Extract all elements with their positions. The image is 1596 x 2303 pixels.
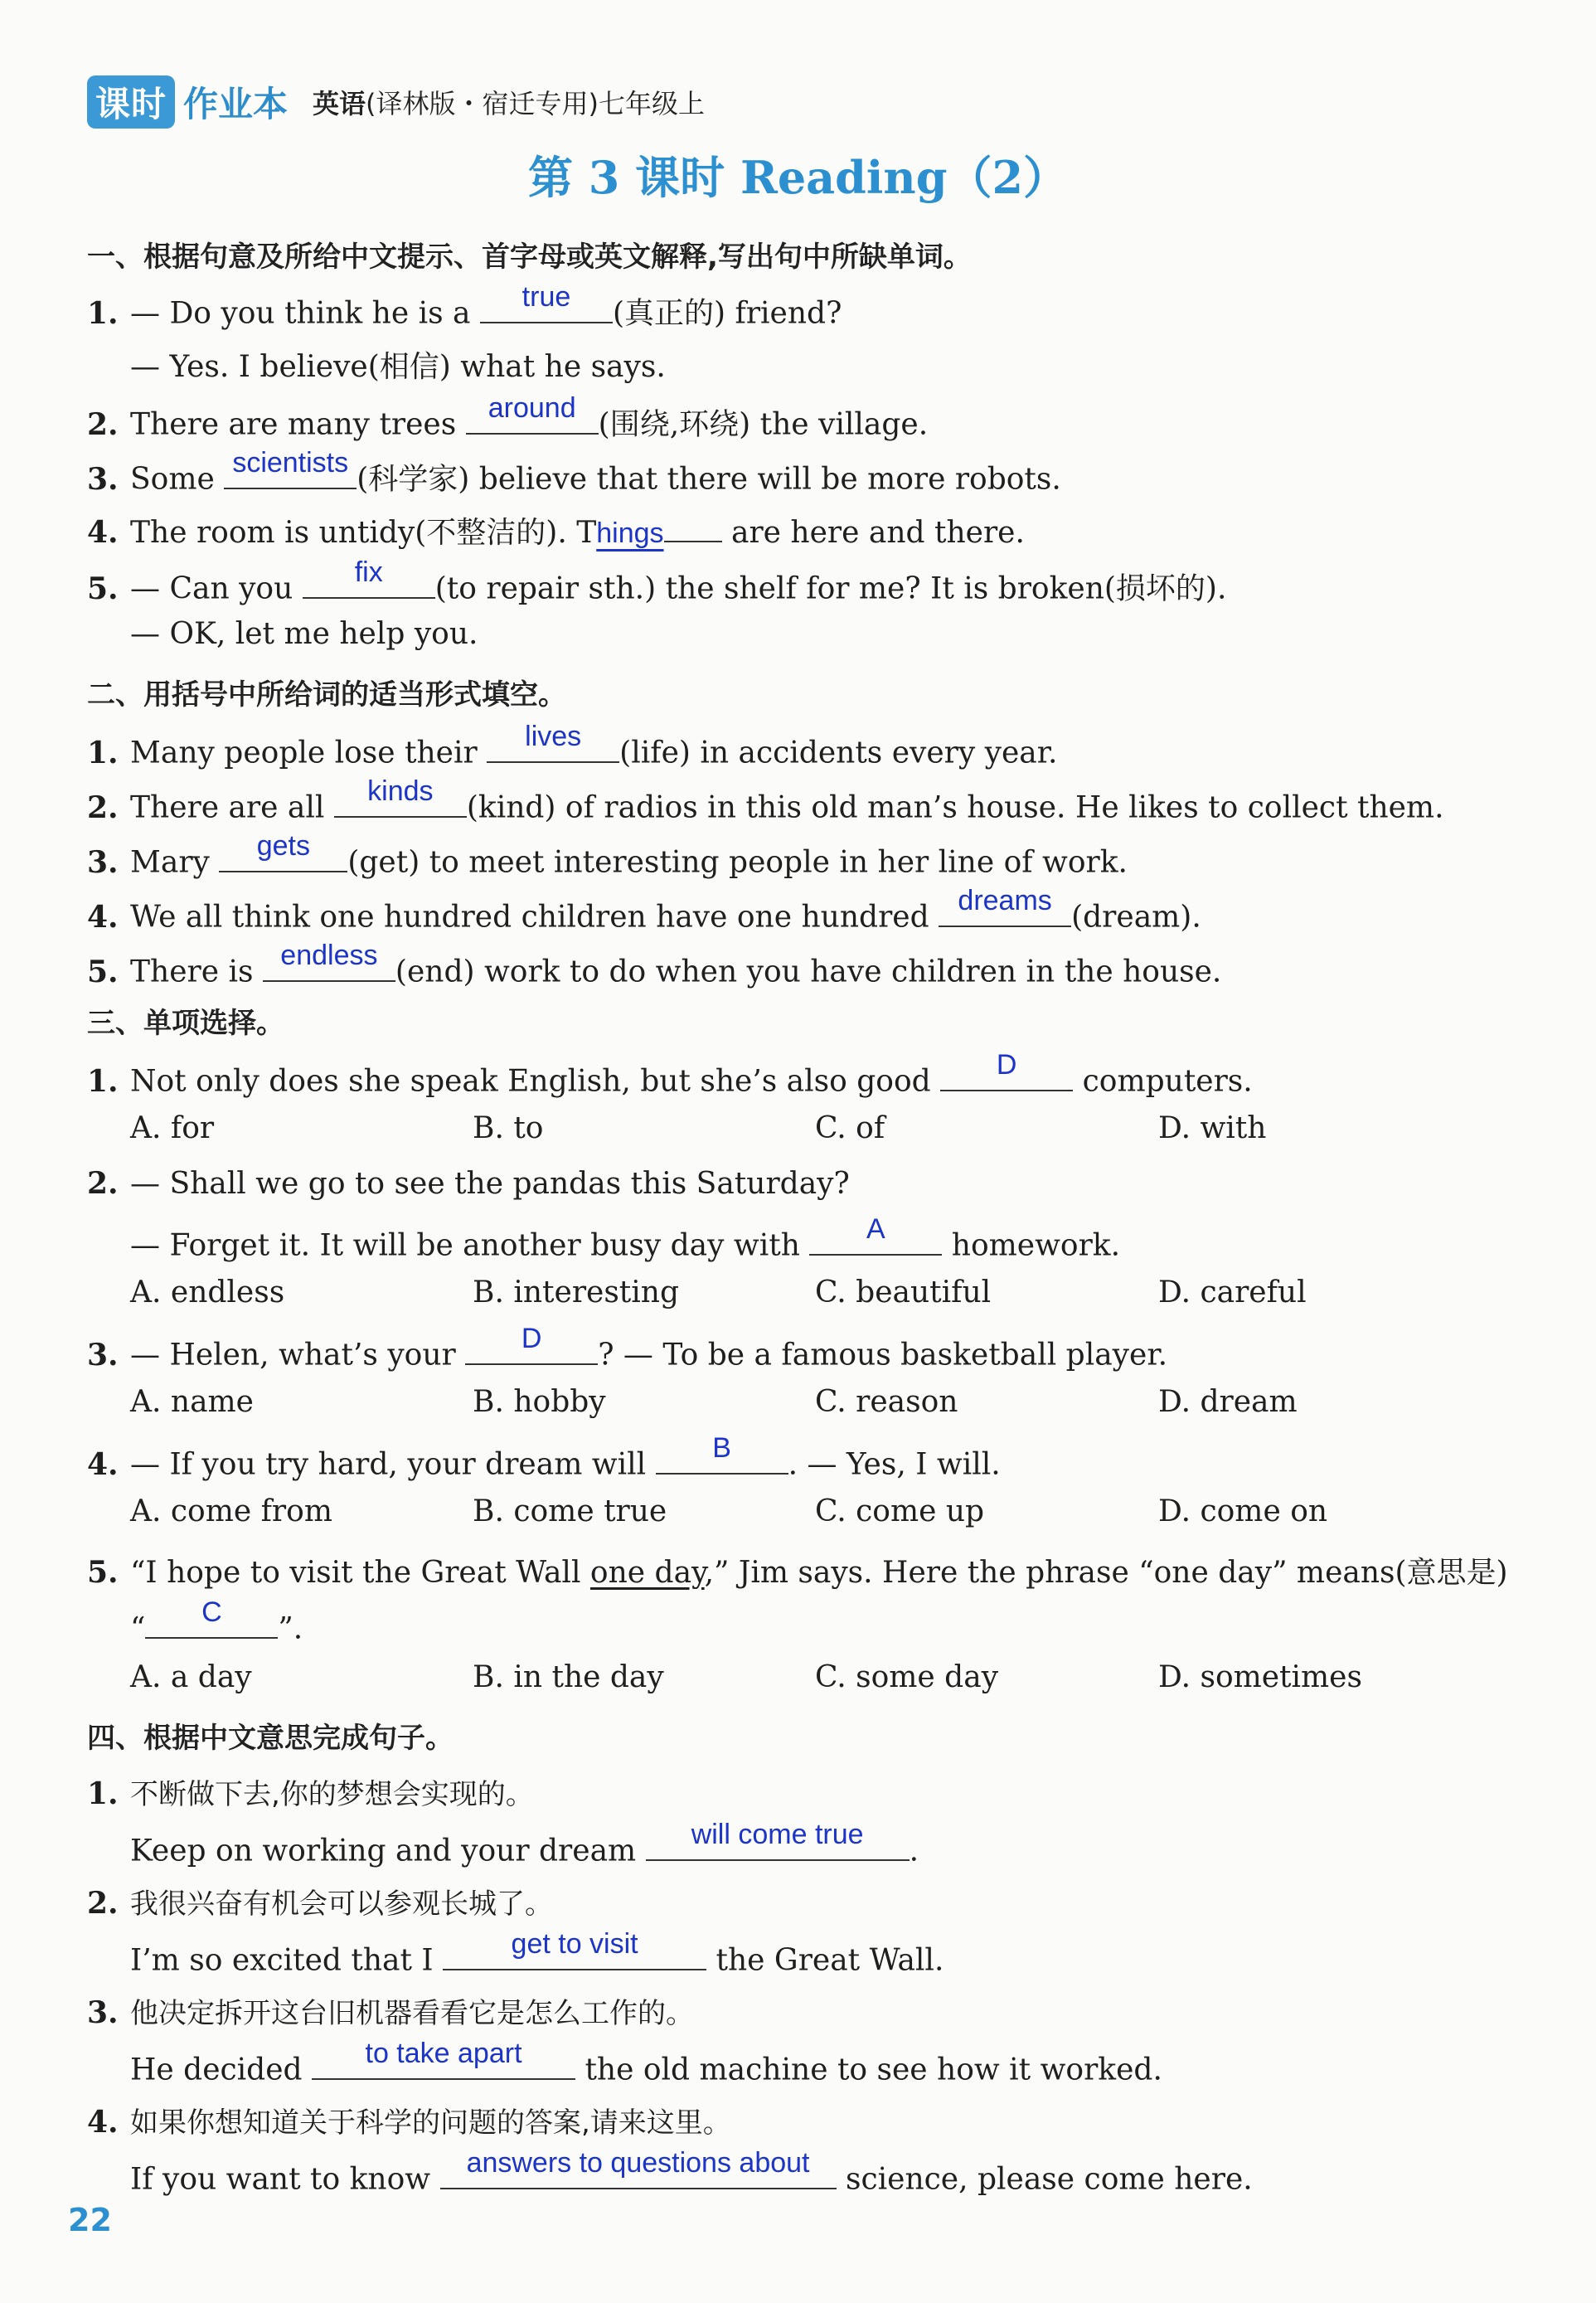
- answer-blank[interactable]: endless: [263, 947, 395, 982]
- option-a[interactable]: A. endless: [130, 1275, 285, 1309]
- s4-q4-cn: 4. 如果你想知道关于科学的问题的答案,请来这里。: [87, 2105, 731, 2140]
- s1-q2: 2. There are many trees around (围绕,环绕) the village.: [87, 391, 929, 442]
- s1-q5: 5. — Can you fix (to repair sth.) the shelf for me? It is broken(损坏的).: [87, 556, 1227, 606]
- s3-q2: 2. — Shall we go to see the pandas this Saturday?: [87, 1166, 850, 1201]
- option-d[interactable]: D. sometimes: [1158, 1660, 1362, 1694]
- s3-q3: 3. — Helen, what’s your D ? — To be a famous basketball player.: [87, 1322, 1168, 1373]
- option-a[interactable]: A. come from: [130, 1494, 332, 1528]
- page-number: 22: [68, 2202, 112, 2238]
- s2-q1: 1. Many people lose their lives (life) in accidents every year.: [87, 720, 1058, 770]
- option-c[interactable]: C. come up: [815, 1494, 985, 1528]
- section-1-heading: 一、根据句意及所给中文提示、首字母或英文解释,写出句中所缺单词。: [87, 241, 972, 274]
- section-4-heading: 四、根据中文意思完成句子。: [87, 1722, 454, 1755]
- s4-q1-en: Keep on working and your dream will come true .: [130, 1818, 919, 1868]
- logo-text: 作业本: [183, 84, 289, 124]
- option-c[interactable]: C. of: [815, 1111, 885, 1145]
- answer-blank[interactable]: to take apart: [312, 2045, 575, 2080]
- s3-q5: 5. “I hope to visit the Great Wall one day,” Jim says. Here the phrase “one day” means(意思是): [87, 1555, 1508, 1590]
- option-b[interactable]: B. come true: [473, 1494, 667, 1528]
- s1-q1: 1. — Do you think he is a true (真正的) friend?: [87, 280, 842, 331]
- s3-q5-cont: “ C ”.: [130, 1596, 303, 1646]
- option-b[interactable]: B. interesting: [473, 1275, 680, 1309]
- option-d[interactable]: D. with: [1158, 1111, 1267, 1145]
- s3-q2-reply: — Forget it. It will be another busy day with A homework.: [130, 1212, 1121, 1263]
- page-header: [87, 73, 705, 131]
- answer-blank[interactable]: answers to questions about: [440, 2155, 837, 2189]
- answer-blank[interactable]: D: [940, 1057, 1073, 1091]
- answer-blank[interactable]: hings: [596, 517, 664, 549]
- answer-blank[interactable]: dreams: [939, 892, 1071, 927]
- s2-q3: 3. Mary gets (get) to meet interesting people in her line of work.: [87, 829, 1128, 880]
- option-b[interactable]: B. to: [473, 1111, 544, 1145]
- s4-q1-cn: 1. 不断做下去,你的梦想会实现的。: [87, 1776, 534, 1811]
- s4-q4-en: If you want to know answers to questions about science, please come here.: [130, 2146, 1253, 2197]
- option-d[interactable]: D. dream: [1158, 1385, 1298, 1419]
- answer-blank[interactable]: A: [809, 1221, 942, 1256]
- s2-q5: 5. There is endless (end) work to do when you have children in the house.: [87, 939, 1222, 989]
- answer-blank[interactable]: lives: [487, 728, 619, 763]
- logo-badge: 课时: [87, 75, 175, 129]
- answer-blank[interactable]: D: [465, 1330, 598, 1365]
- option-c[interactable]: C. some day: [815, 1660, 999, 1694]
- section-3-heading: 三、单项选择。: [87, 1007, 284, 1040]
- answer-blank[interactable]: C: [145, 1604, 278, 1639]
- answer-blank[interactable]: get to visit: [443, 1936, 706, 1970]
- s3-q4: 4. — If you try hard, your dream will B . — Yes, I will.: [87, 1431, 1001, 1482]
- s1-q3: 3. Some scientists (科学家) believe that there will be more robots.: [87, 446, 1061, 497]
- option-d[interactable]: D. come on: [1158, 1494, 1328, 1528]
- s4-q2-cn: 2. 我很兴奋有机会可以参观长城了。: [87, 1886, 553, 1921]
- answer-blank[interactable]: will come true: [646, 1826, 910, 1861]
- s4-q2-en: I’m so excited that I get to visit the Great Wall.: [130, 1927, 944, 1978]
- answer-blank[interactable]: around: [466, 400, 599, 435]
- s1-q5-reply: — OK, let me help you.: [130, 617, 478, 651]
- s1-q1-reply: — Yes. I believe(相信) what he says.: [130, 350, 666, 384]
- answer-blank[interactable]: fix: [303, 564, 435, 599]
- option-a[interactable]: A. for: [130, 1111, 215, 1145]
- subject-label: 英语(译林版・宿迁专用)七年级上: [313, 88, 706, 119]
- s4-q3-en: He decided to take apart the old machine to see how it worked.: [130, 2037, 1162, 2087]
- option-b[interactable]: B. hobby: [473, 1385, 606, 1419]
- s3-q1: 1. Not only does she speak English, but she’s also good D computers.: [87, 1048, 1253, 1099]
- s4-q3-cn: 3. 他决定拆开这台旧机器看看它是怎么工作的。: [87, 1995, 694, 2030]
- s2-q2: 2. There are all kinds (kind) of radios in this old man’s house. He likes to collect them.: [87, 775, 1444, 825]
- answer-blank[interactable]: scientists: [224, 454, 357, 489]
- section-2-heading: 二、用括号中所给词的适当形式填空。: [87, 678, 566, 712]
- option-c[interactable]: C. beautiful: [815, 1275, 992, 1309]
- answer-blank[interactable]: true: [480, 289, 613, 323]
- option-b[interactable]: B. in the day: [473, 1660, 664, 1694]
- answer-blank[interactable]: gets: [219, 838, 347, 872]
- s1-q4: 4. The room is untidy(不整洁的). Things are here and there.: [87, 509, 1025, 551]
- option-a[interactable]: A. a day: [130, 1660, 252, 1694]
- answer-blank[interactable]: B: [656, 1440, 788, 1475]
- page-title: 第 3 课时 Reading（2）: [527, 151, 1069, 204]
- answer-blank[interactable]: kinds: [334, 783, 467, 818]
- option-a[interactable]: A. name: [130, 1385, 254, 1419]
- option-c[interactable]: C. reason: [815, 1385, 958, 1419]
- option-d[interactable]: D. careful: [1158, 1275, 1307, 1309]
- s2-q4: 4. We all think one hundred children have one hundred dreams (dream).: [87, 884, 1201, 935]
